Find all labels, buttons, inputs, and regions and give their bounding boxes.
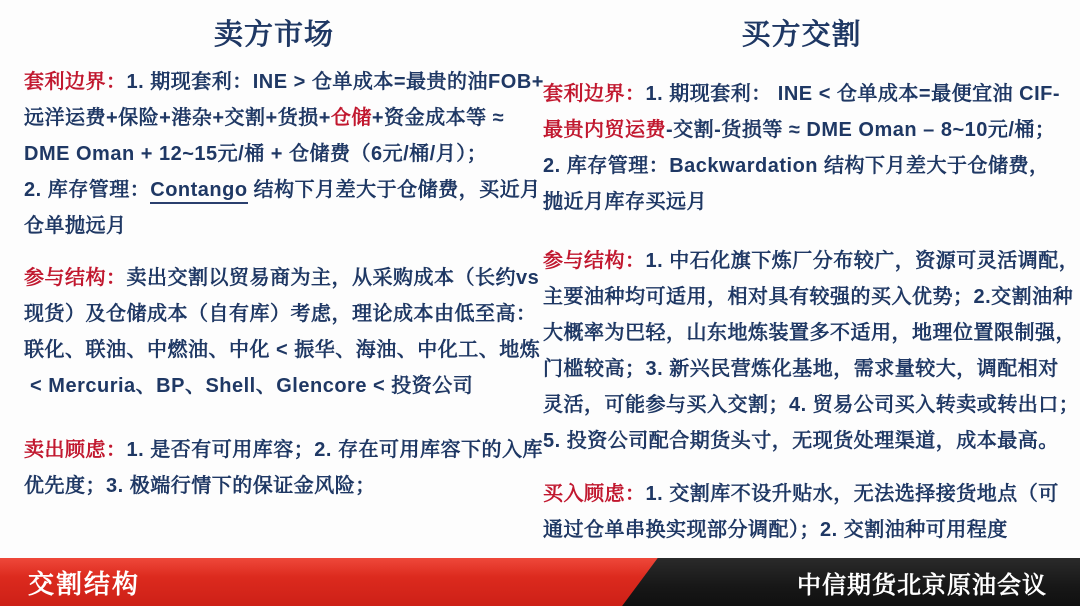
- buyer-delivery-column: [543, 0, 1080, 558]
- text-line: [24, 64, 544, 100]
- highlight-run: 参与结构：: [24, 267, 127, 289]
- text-run: 1. 中石化旗下炼厂分布较广，资源可灵活调配，: [645, 250, 1080, 272]
- text-run: 优先度；3. 极端行情下的保证金风险；: [24, 475, 376, 497]
- seller-market-column: [24, 0, 544, 558]
- seller-concerns-paragraph: [24, 432, 543, 504]
- highlight-run: 最贵内贸运费: [543, 119, 666, 141]
- text-line: [543, 184, 1060, 220]
- text-line: [543, 423, 1060, 459]
- text-run: 抛近月库存买远月: [543, 191, 707, 213]
- seller-arbitrage-boundary-paragraph: [24, 64, 544, 244]
- footer-bar: [0, 558, 1080, 606]
- buyer-arbitrage-boundary-paragraph: [543, 76, 1060, 220]
- text-run: 1. 是否有可用库容；2. 存在可用库容下的入库: [126, 439, 543, 461]
- text-line: [24, 432, 543, 468]
- text-run: 门槛较高；3. 新兴民营炼化基地，需求量较大，调配相对: [543, 358, 1059, 380]
- text-line: [24, 100, 524, 136]
- seller-participation-structure-paragraph: [24, 260, 541, 404]
- text-line: [24, 368, 524, 404]
- text-line: [24, 260, 540, 296]
- highlight-run: 参与结构：: [543, 250, 646, 272]
- text-run: 5. 投资公司配合期货头寸，无现货处理渠道，成本最高。: [543, 430, 1059, 452]
- text-line: [543, 351, 1060, 387]
- text-run: 1. 交割库不设升贴水，无法选择接货地点（可: [645, 483, 1059, 505]
- text-run: 联化、联油、中燃油、中化 < 振华、海油、中化工、地炼: [24, 339, 541, 361]
- text-line: [543, 476, 1060, 512]
- text-run: 1. 期现套利： INE < 仓单成本=最便宜油 CIF-: [645, 83, 1061, 105]
- buyer-participation-structure-paragraph: [543, 243, 1080, 459]
- text-line: [24, 208, 524, 244]
- highlight-run: 仓储: [330, 107, 372, 129]
- text-run: 2. 库存管理：: [24, 179, 151, 201]
- text-line: [24, 296, 537, 332]
- text-line: [24, 468, 524, 504]
- text-run: 结构下月差大于仓储费，买近月: [247, 179, 541, 201]
- text-run: 仓单抛远月: [24, 215, 127, 237]
- text-run: 2. 库存管理：Backwardation 结构下月差大于仓储费，: [543, 155, 1050, 177]
- text-run: < Mercuria、BP、Shell、Glencore < 投资公司: [24, 375, 474, 397]
- text-run: DME Oman + 12~15元/桶 + 仓储费（6元/桶/月）；: [24, 143, 488, 165]
- text-run: 主要油种均可适用，相对具有较强的买入优势；2.交割油种: [543, 286, 1074, 308]
- text-run: Contango: [150, 179, 247, 204]
- section-title: 交割结构: [28, 568, 141, 599]
- highlight-run: 套利边界：: [543, 83, 646, 105]
- text-run: -交割-货损等 ≈ DME Oman – 8~10元/桶；: [666, 119, 1056, 141]
- text-run: 灵活，可能参与买入交割；4. 贸易公司买入转卖或转出口；: [543, 394, 1080, 416]
- text-line: [24, 136, 524, 172]
- text-run: 通过仓单串换实现部分调配）；2. 交割油种可用程度: [543, 519, 1008, 541]
- highlight-run: 卖出顾虑：: [24, 439, 127, 461]
- highlight-run: 套利边界：: [24, 71, 127, 93]
- text-line: [543, 76, 1060, 112]
- text-run: 现货）及仓储成本（自有库）考虑，理论成本由低至高：: [24, 303, 537, 325]
- text-run: 远洋运费+保险+港杂+交割+货损+: [24, 107, 331, 129]
- buyer-concerns-paragraph: [543, 476, 1060, 548]
- text-line: [543, 387, 1080, 423]
- text-line: [543, 279, 1074, 315]
- text-run: 卖出交割以贸易商为主，从采购成本（长约vs: [126, 267, 540, 289]
- text-line: [24, 172, 541, 208]
- text-run: 大概率为巴轻，山东地炼装置多不适用，地理位置限制强，: [543, 322, 1076, 344]
- text-line: [24, 332, 541, 368]
- highlight-run: 买入顾虑：: [543, 483, 646, 505]
- text-line: [543, 148, 1060, 184]
- text-line: [543, 243, 1080, 279]
- text-run: +资金成本等 ≈: [371, 107, 505, 129]
- text-run: 1. 期现套利：INE > 仓单成本=最贵的油FOB+: [126, 71, 544, 93]
- text-line: [543, 315, 1076, 351]
- conference-title: 中信期货北京原油会议: [797, 571, 1047, 599]
- text-line: [543, 112, 1060, 148]
- text-line: [543, 512, 1060, 548]
- buyer-delivery-title: 买方交割: [741, 19, 862, 51]
- seller-market-title: 卖方市场: [213, 19, 334, 51]
